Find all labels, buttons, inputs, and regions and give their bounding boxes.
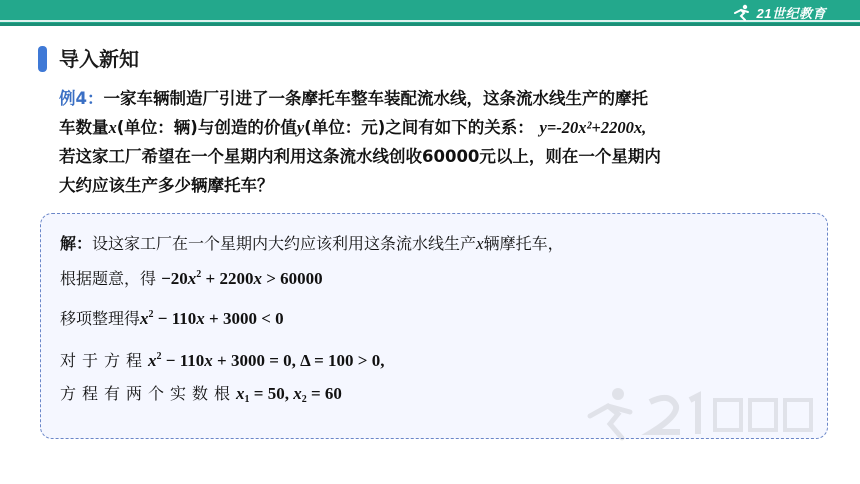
roots: $x_1 = 50$, $x_2 = 60$ bbox=[236, 384, 342, 405]
header-bar bbox=[0, 0, 860, 26]
solution-line-4: 对于方程$x^2 - 110x + 3000 = 0$, Δ = 100 > 0, bbox=[60, 351, 385, 370]
section-title: 导入新知 bbox=[59, 47, 139, 71]
solution-line-2: 根据题意，得 $-20x^2 + 2200x > 60000$ bbox=[60, 269, 323, 288]
problem-line-2: 车数量x(单位：辆)与创造的价值y(单位：元)之间有如下的关系： y=-20x²+2200x, bbox=[59, 118, 647, 137]
solution-line-1: 解：设这家工厂在一个星期内大约应该利用这条流水线生产x辆摩托车， bbox=[60, 234, 564, 253]
problem-line-1: 例4：一家车辆制造厂引进了一条摩托车整车装配流水线，这条流水线生产的摩托 bbox=[59, 89, 648, 108]
inequality-2: $x^2 - 110x + 3000 < 0$ bbox=[140, 309, 284, 328]
watermark-logo-icon bbox=[580, 382, 820, 442]
section-marker bbox=[38, 46, 47, 72]
header-stripe-dark bbox=[0, 23, 860, 26]
solution-label: 解： bbox=[60, 234, 93, 253]
logo-text: 21世纪教育 bbox=[756, 6, 826, 21]
problem-line-4: 大约应该生产多少辆摩托车？ bbox=[59, 176, 274, 195]
value-formula: y=-20x²+2200x, bbox=[539, 118, 647, 137]
brand-logo bbox=[731, 3, 826, 22]
runner-logo-icon bbox=[731, 4, 753, 21]
equation-discriminant: $x^2 - 110x + 3000 = 0$, Δ = 100 > 0, bbox=[148, 351, 385, 370]
problem-text bbox=[59, 84, 829, 200]
inequality-1: $-20x^2 + 2200x > 60000$ bbox=[161, 269, 323, 288]
example-label: 例4： bbox=[59, 89, 104, 108]
solution-line-5: 方程有两个实数根$x_1 = 50$, $x_2 = 60$ bbox=[60, 384, 342, 405]
solution-line-3: 移项整理得$x^2 - 110x + 3000 < 0$ bbox=[60, 309, 284, 328]
problem-line-3: 若这家工厂希望在一个星期内利用这条流水线创收60000元以上，则在一个星期内 bbox=[59, 147, 661, 166]
